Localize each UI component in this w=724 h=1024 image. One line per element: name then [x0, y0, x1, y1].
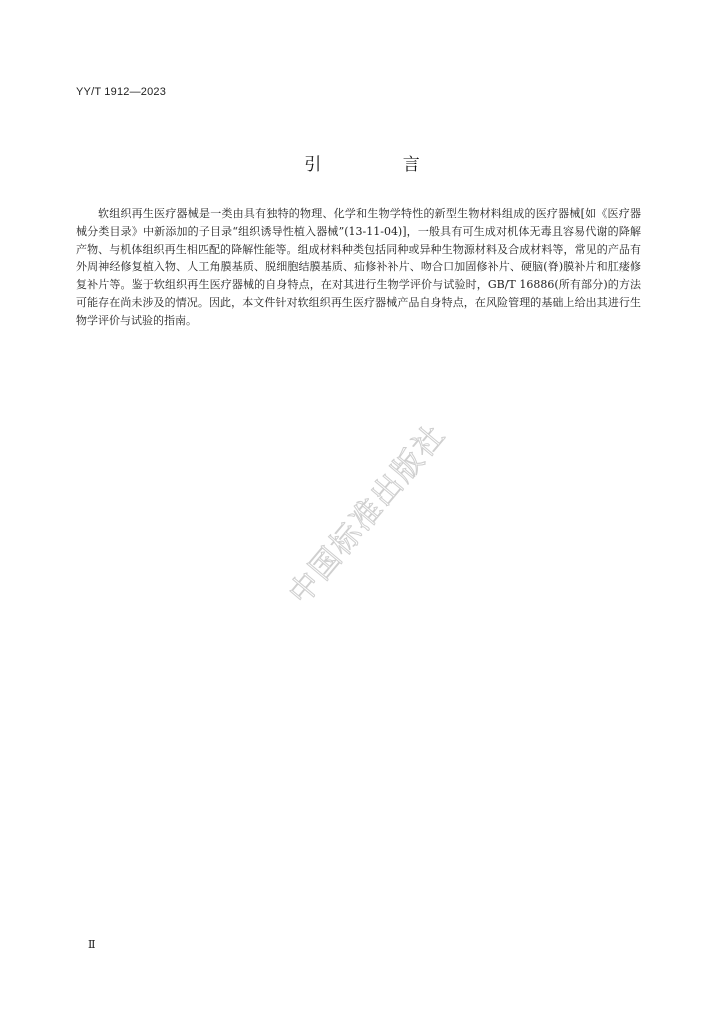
standard-code: YY/T 1912—2023: [76, 86, 167, 98]
page-number: Ⅱ: [88, 939, 96, 951]
body-paragraph: 软组织再生医疗器械是一类由具有独特的物理、化学和生物学特性的新型生物材料组成的医疗器械[如《医疗器械分类目录》中新添加的子目录“组织诱导性植入器械”(13-11-04)]，一般具有可生成对机体无毒且容易代谢的降解产物、与机体组织再生相匹配的降解性能等。组成材料种类包括同种或异种生物源材料及合成材料等，常见的产品有外周神经修复植入物、人工角膜基质、脱细胞结膜基质、疝修补补片、吻合口加固修补片、硬脑(脊)膜补片和肛瘘修复补片等。鉴于软组织再生医疗器械的自身特点，在对其进行生物学评价与试验时，GB/T 16886(所有部分)的方法可能存在尚未涉及的情况。因此，本文件针对软组织再生医疗器械产品自身特点，在风险管理的基础上给出其进行生物学评价与试验的指南。: [76, 207, 641, 327]
page-title: 引 言: [304, 155, 458, 175]
watermark: 中国标准出版社: [282, 417, 454, 612]
